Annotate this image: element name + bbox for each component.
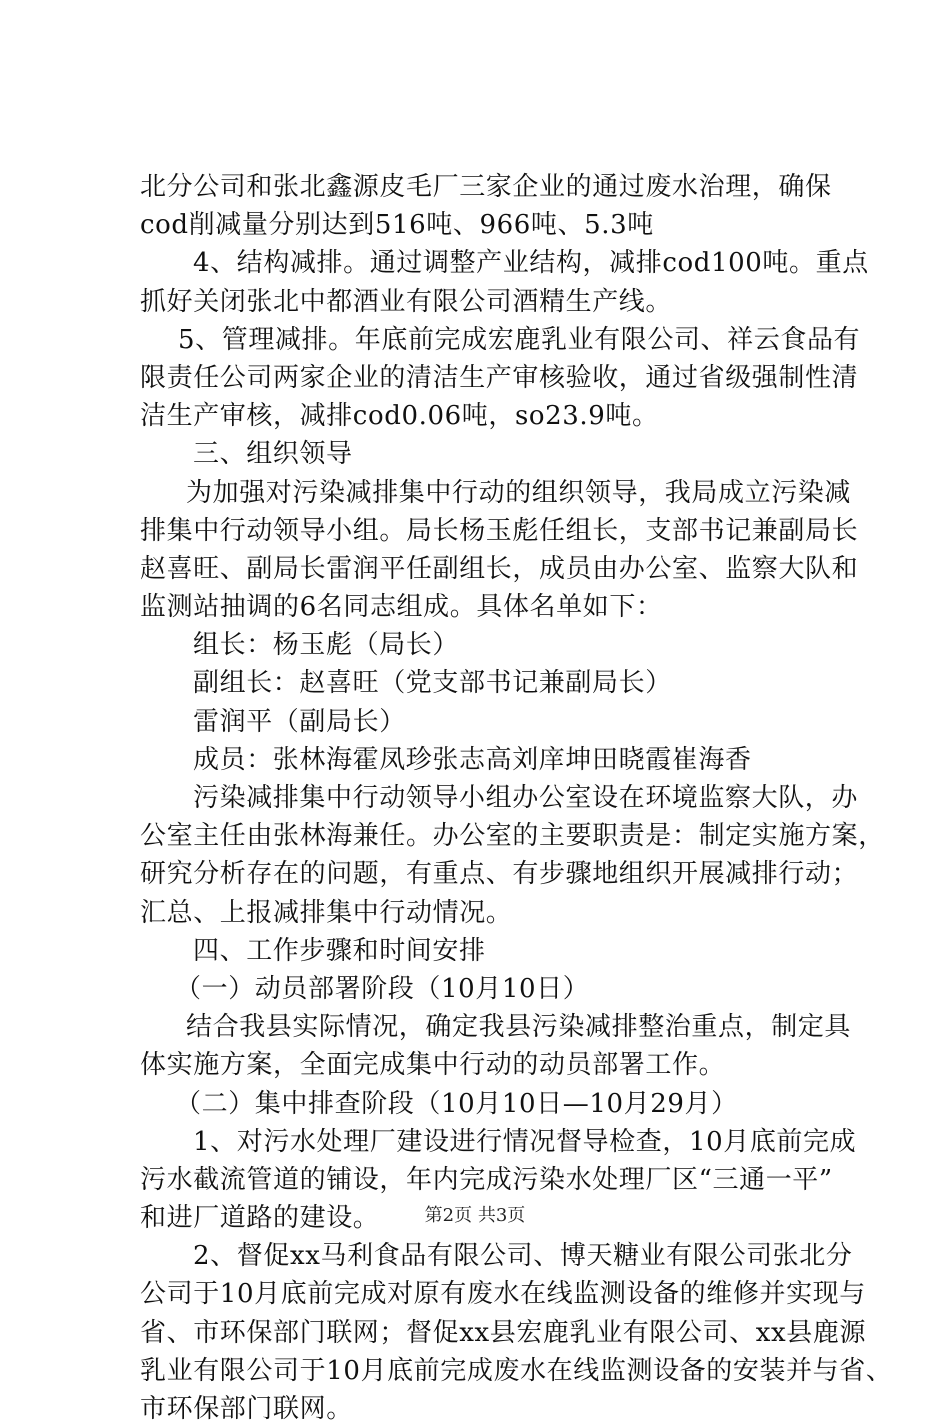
text-line: 研究分析存在的问题，有重点、有步骤地组织开展减排行动； xyxy=(140,859,859,890)
document-body xyxy=(140,168,893,1428)
text-line: 省、市环保部门联网；督促xx县宏鹿乳业有限公司、xx县鹿源 xyxy=(140,1317,867,1348)
subsection-heading: （一）动员部署阶段（10月10日） xyxy=(175,973,590,1004)
text-line: 限责任公司两家企业的清洁生产审核验收，通过省级强制性清 xyxy=(140,362,859,393)
text-line: 排集中行动领导小组。局长杨玉彪任组长，支部书记兼副局长 xyxy=(140,515,859,546)
text-line: 2、督促xx马利食品有限公司、博天糖业有限公司张北分 xyxy=(193,1241,853,1272)
text-line: 公司于10月底前完成对原有废水在线监测设备的维修并实现与 xyxy=(140,1279,866,1310)
text-line: 结合我县实际情况，确定我县污染减排整治重点，制定具 xyxy=(186,1012,852,1043)
text-line: 乳业有限公司于10月底前完成废水在线监测设备的安装并与省、 xyxy=(140,1355,893,1386)
text-line: 1、对污水处理厂建设进行情况督导检查，10月底前完成 xyxy=(193,1126,857,1157)
text-line: 成员：张林海霍凤珍张志高刘庠坤田晓霞崔海香 xyxy=(193,744,752,775)
text-line: 污染减排集中行动领导小组办公室设在环境监察大队，办 xyxy=(193,783,859,813)
text-line: 污水截流管道的铺设，年内完成污染水处理厂区“三通一平” xyxy=(140,1164,833,1195)
text-line: 抓好关闭张北中都酒业有限公司酒精生产线。 xyxy=(140,286,673,317)
text-line: 洁生产审核，减排cod0.06吨，so23.9吨。 xyxy=(140,401,659,432)
text-line: 副组长：赵喜旺（党支部书记兼副局长） xyxy=(193,668,672,699)
text-line: 体实施方案，全面完成集中行动的动员部署工作。 xyxy=(140,1050,726,1081)
text-line: 和进厂道路的建设。 xyxy=(140,1203,380,1234)
text-line: 监测站抽调的6名同志组成。具体名单如下： xyxy=(140,592,663,623)
section-heading: 四、工作步骤和时间安排 xyxy=(193,935,486,966)
subsection-heading: （二）集中排查阶段（10月10日—10月29月） xyxy=(175,1088,738,1119)
text-line: 公室主任由张林海兼任。办公室的主要职责是：制定实施方案， xyxy=(140,821,885,852)
text-line: 市环保部门联网。 xyxy=(140,1394,353,1424)
text-line: 赵喜旺、副局长雷润平任副组长，成员由办公室、监察大队和 xyxy=(140,553,859,584)
text-line: 5、管理减排。年底前完成宏鹿乳业有限公司、祥云食品有 xyxy=(178,324,861,355)
text-line: 雷润平（副局长） xyxy=(193,706,406,737)
text-line: 组长：杨玉彪（局长） xyxy=(193,630,460,661)
text-line: 北分公司和张北鑫源皮毛厂三家企业的通过废水治理，确保 xyxy=(140,172,832,202)
page-number-footer: 第2页 共3页 xyxy=(424,1205,526,1226)
text-line: 4、结构减排。通过调整产业结构，减排cod100吨。重点 xyxy=(193,248,869,279)
section-heading: 三、组织领导 xyxy=(193,439,353,470)
text-line: cod削减量分别达到516吨、966吨、5.3吨 xyxy=(140,210,654,241)
text-line: 为加强对污染减排集中行动的组织领导，我局成立污染减 xyxy=(186,477,852,508)
text-line: 汇总、上报减排集中行动情况。 xyxy=(140,897,513,928)
